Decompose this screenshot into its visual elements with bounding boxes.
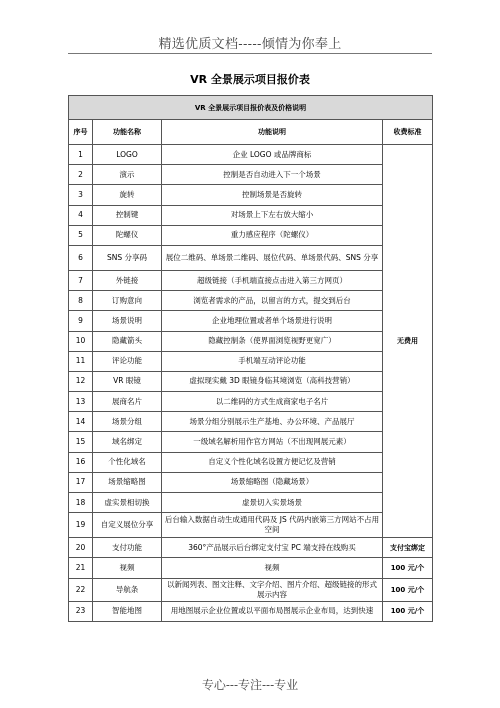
row-number: 21 — [69, 558, 93, 578]
table-row — [69, 311, 433, 331]
column-header-feature: 功能名称 — [93, 120, 162, 145]
feature-description: 隐藏控制条（使界面浏览视野更宽广） — [162, 331, 383, 351]
table-row — [69, 331, 433, 351]
table-row — [69, 558, 433, 578]
row-number: 5 — [69, 225, 93, 245]
row-number: 16 — [69, 452, 93, 472]
feature-description: 虚景切入实景场景 — [162, 493, 383, 513]
feature-description: 企业 LOGO 或品牌商标 — [162, 145, 383, 165]
row-number: 20 — [69, 538, 93, 558]
table-row — [69, 392, 433, 412]
table-row — [69, 493, 433, 513]
row-number: 10 — [69, 331, 93, 351]
table-row — [69, 351, 433, 371]
table-row — [69, 371, 433, 391]
feature-description: 展位二维码、单场景二维码、展位代码、单场景代码、SNS 分享 — [162, 245, 383, 270]
table-row — [69, 601, 433, 621]
row-number: 11 — [69, 351, 93, 371]
feature-name: 自定义展位分享 — [93, 513, 162, 538]
row-number: 19 — [69, 513, 93, 538]
column-header-number: 序号 — [69, 120, 93, 145]
feature-name: 场景缩略图 — [93, 472, 162, 492]
feature-name: 虚实景相切换 — [93, 493, 162, 513]
table-banner: VR 全景展示项目报价表及价格说明 — [69, 96, 433, 120]
price-table — [68, 95, 433, 622]
table-row — [69, 452, 433, 472]
table-row — [69, 270, 433, 290]
row-number: 22 — [69, 578, 93, 601]
feature-name: 智能地图 — [93, 601, 162, 621]
feature-name: 导航条 — [93, 578, 162, 601]
feature-description: 场景缩略图（隐藏场景） — [162, 472, 383, 492]
row-number: 7 — [69, 270, 93, 290]
table-row — [69, 165, 433, 185]
header-divider — [68, 53, 432, 54]
table-header-row — [69, 120, 433, 145]
table-row — [69, 538, 433, 558]
row-number: 4 — [69, 205, 93, 225]
feature-description: 手机端互动评论功能 — [162, 351, 383, 371]
feature-name: 控制键 — [93, 205, 162, 225]
feature-name: 旋转 — [93, 185, 162, 205]
feature-description: 自定义个性化域名设置方便记忆及营销 — [162, 452, 383, 472]
feature-description: 控制是否自动进入下一个场景 — [162, 165, 383, 185]
feature-description: 控制场景是否旋转 — [162, 185, 383, 205]
table-banner-row — [69, 96, 433, 120]
row-number: 9 — [69, 311, 93, 331]
table-row — [69, 145, 433, 165]
document-title: VR 全景展示项目报价表 — [190, 73, 310, 86]
feature-description: 360°产品展示后台绑定支付宝 PC 端支持在线购买 — [162, 538, 383, 558]
row-number: 15 — [69, 432, 93, 452]
feature-name: 视频 — [93, 558, 162, 578]
row-number: 23 — [69, 601, 93, 621]
table-row — [69, 225, 433, 245]
feature-name: 场景说明 — [93, 311, 162, 331]
feature-description: 浏览者需求的产品，以留言的方式，提交到后台 — [162, 291, 383, 311]
feature-description: 超级链接（手机端直接点击进入第三方网页） — [162, 270, 383, 290]
feature-name: 陀螺仪 — [93, 225, 162, 245]
table-row — [69, 291, 433, 311]
feature-name: 支付功能 — [93, 538, 162, 558]
feature-description: 以二维码的方式生成商家电子名片 — [162, 392, 383, 412]
feature-name: 展商名片 — [93, 392, 162, 412]
feature-name: LOGO — [93, 145, 162, 165]
feature-name: VR 眼镜 — [93, 371, 162, 391]
feature-name: 演示 — [93, 165, 162, 185]
column-header-fee: 收费标准 — [383, 120, 433, 145]
feature-name: SNS 分享码 — [93, 245, 162, 270]
feature-description: 重力感应程序（陀螺仪） — [162, 225, 383, 245]
table-row — [69, 578, 433, 601]
table-row — [69, 205, 433, 225]
feature-description: 后台输入数据自动生成通用代码及 JS 代码内嵌第三方网站不占用空间 — [162, 513, 383, 538]
table-row — [69, 412, 433, 432]
table-row — [69, 245, 433, 270]
feature-description: 一级域名解析用作官方网站（不出现网展元素） — [162, 432, 383, 452]
column-header-description: 功能说明 — [162, 120, 383, 145]
feature-name: 评论功能 — [93, 351, 162, 371]
row-number: 17 — [69, 472, 93, 492]
table-row — [69, 472, 433, 492]
fee-cell: 100 元/个 — [383, 601, 433, 621]
feature-name: 订购意向 — [93, 291, 162, 311]
row-number: 2 — [69, 165, 93, 185]
feature-description: 企业地理位置或者单个场景进行说明 — [162, 311, 383, 331]
feature-description: 以新闻列表、图文注释、文字介绍、图片介绍、超级链接的形式展示内容 — [162, 578, 383, 601]
feature-description: 视频 — [162, 558, 383, 578]
fee-cell: 100 元/个 — [383, 558, 433, 578]
row-number: 14 — [69, 412, 93, 432]
feature-name: 个性化域名 — [93, 452, 162, 472]
fee-free-cell: 无费用 — [383, 145, 433, 538]
feature-description: 场景分组分别展示生产基地、办公环境、产品展厅 — [162, 412, 383, 432]
feature-name: 隐藏箭头 — [93, 331, 162, 351]
page-header: 精选优质文档-----倾情为你奉上 — [158, 37, 342, 52]
feature-description: 对场景上下左右放大缩小 — [162, 205, 383, 225]
row-number: 8 — [69, 291, 93, 311]
row-number: 6 — [69, 245, 93, 270]
feature-description: 用地图展示企业位置或以平面布局图展示企业布局，达到快速 — [162, 601, 383, 621]
row-number: 12 — [69, 371, 93, 391]
row-number: 13 — [69, 392, 93, 412]
table-row — [69, 185, 433, 205]
row-number: 1 — [69, 145, 93, 165]
feature-description: 虚拟现实戴 3D 眼镜身临其境浏览（高科技营销） — [162, 371, 383, 391]
row-number: 3 — [69, 185, 93, 205]
table-row — [69, 513, 433, 538]
feature-name: 外链接 — [93, 270, 162, 290]
feature-name: 域名绑定 — [93, 432, 162, 452]
row-number: 18 — [69, 493, 93, 513]
feature-name: 场景分组 — [93, 412, 162, 432]
fee-cell: 支付宝绑定 — [383, 538, 433, 558]
page-footer: 专心---专注---专业 — [201, 678, 299, 692]
table-row — [69, 432, 433, 452]
fee-cell: 100 元/个 — [383, 578, 433, 601]
